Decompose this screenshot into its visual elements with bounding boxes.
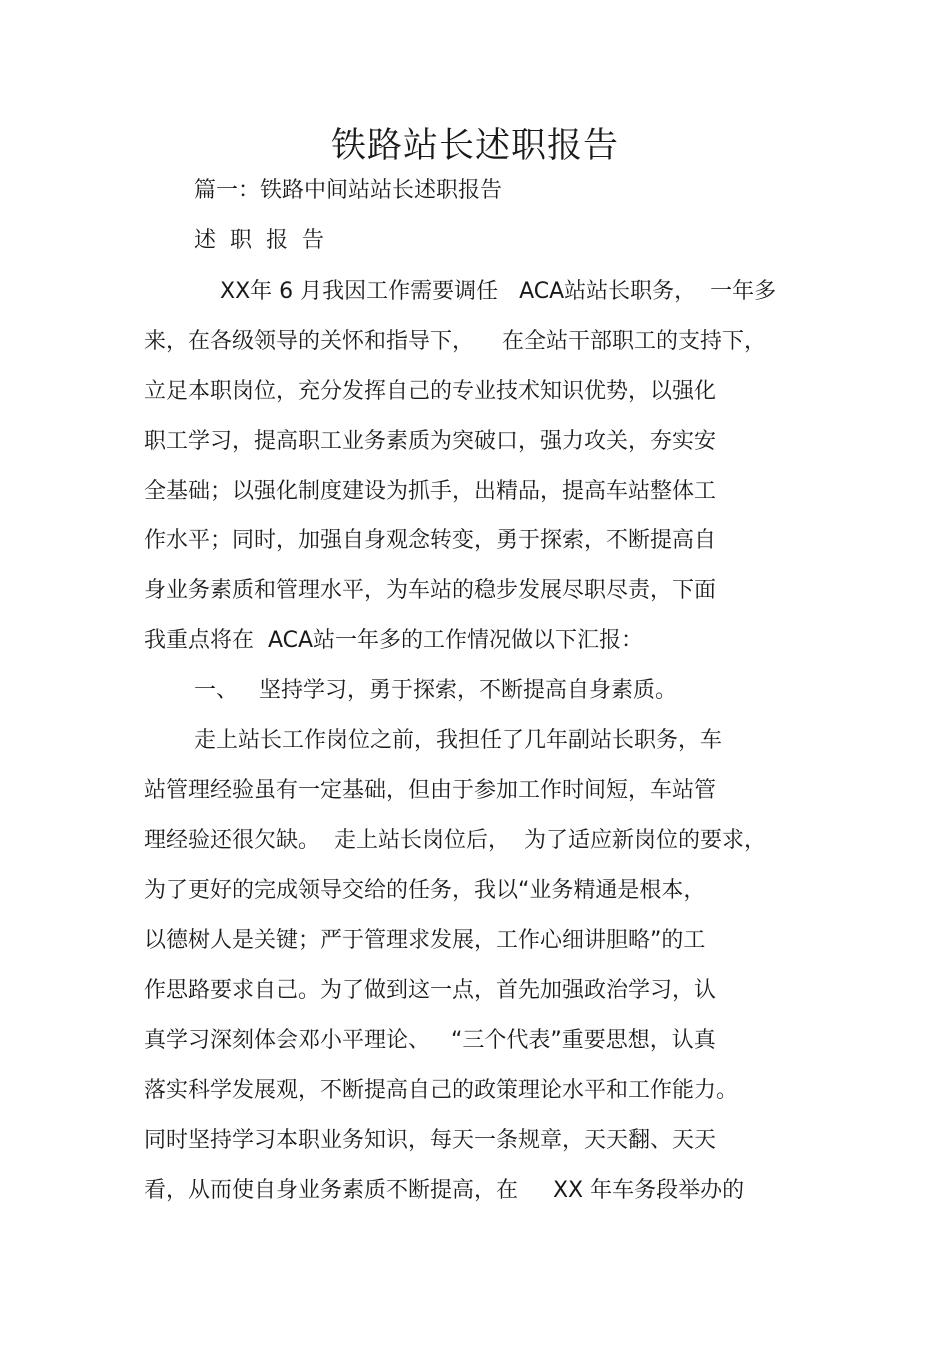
paragraph-line: 来，在各级领导的关怀和指导下， 在全站干部职工的支持下， bbox=[144, 329, 766, 354]
paragraph-line: 身业务素质和管理水平，为车站的稳步发展尽职尽责，下面 bbox=[144, 578, 717, 603]
paragraph-line: 同时坚持学习本职业务知识，每天一条规章，天天翻、天天 bbox=[144, 1128, 717, 1153]
paragraph-line: 以德树人是关键；严于管理求发展，工作心细讲胆略”的工 bbox=[144, 928, 706, 953]
paragraph-line: XX年 6 月我因工作需要调任 ACA站站长职务， 一年多 bbox=[220, 279, 777, 304]
report-heading: 述 职 报 告 bbox=[194, 228, 324, 253]
paragraph-line: 真学习深刻体会邓小平理论、 “三个代表”重要思想，认真 bbox=[144, 1028, 716, 1053]
paragraph-line: 立足本职岗位，充分发挥自己的专业技术知识优势，以强化 bbox=[144, 379, 717, 404]
paragraph-line: 职工学习，提高职工业务素质为突破口，强力攻关，夯实安 bbox=[144, 429, 717, 454]
paragraph-line: 看，从而使自身业务素质不断提高，在 XX 年车务段举办的 bbox=[144, 1178, 745, 1203]
paragraph-line: 作水平；同时，加强自身观念转变，勇于探索，不断提高自 bbox=[144, 528, 717, 553]
paragraph-line: 全基础；以强化制度建设为抓手，出精品，提高车站整体工 bbox=[144, 479, 717, 504]
paragraph-line: 作思路要求自己。为了做到这一点，首先加强政治学习，认 bbox=[144, 978, 717, 1003]
paragraph-line: 理经验还很欠缺。 走上站长岗位后， 为了适应新岗位的要求， bbox=[144, 828, 766, 853]
subsection-heading: 一、 坚持学习，勇于探索，不断提高自身素质。 bbox=[194, 678, 677, 703]
paragraph-line: 为了更好的完成领导交给的任务，我以“业务精通是根本， bbox=[144, 878, 706, 903]
paragraph-line: 站管理经验虽有一定基础，但由于参加工作时间短，车站管 bbox=[144, 778, 717, 803]
section-heading: 篇一：铁路中间站站长述职报告 bbox=[194, 178, 503, 203]
document-title: 铁路站长述职报告 bbox=[330, 126, 619, 166]
paragraph-line: 我重点将在 ACA站一年多的工作情况做以下汇报： bbox=[144, 628, 644, 653]
paragraph-line: 走上站长工作岗位之前，我担任了几年副站长职务，车 bbox=[194, 728, 723, 753]
paragraph-line: 落实科学发展观，不断提高自己的政策理论水平和工作能力。 bbox=[144, 1078, 739, 1103]
